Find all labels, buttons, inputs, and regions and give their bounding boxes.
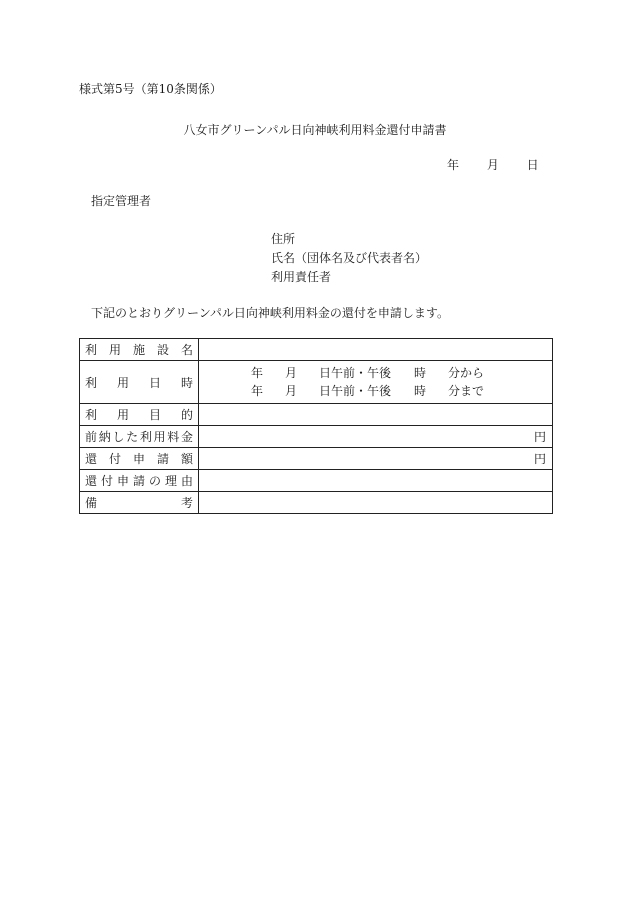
form-title: 八女市グリーンパル日向神峡利用料金還付申請書	[183, 123, 447, 137]
applicant-block	[271, 230, 427, 287]
usage-datetime-cell[interactable]	[199, 361, 553, 404]
table-row	[80, 361, 553, 404]
from-day-ampm-label: 日午前・午後	[319, 366, 392, 380]
to-hour-label: 時	[414, 384, 427, 398]
from-year-label: 年	[251, 366, 264, 380]
refund-reason-label: 還付申請の理由	[80, 470, 199, 492]
table-row	[80, 470, 553, 492]
from-minute-label: 分から	[448, 366, 485, 380]
date-month-label: 月	[486, 158, 499, 172]
date-day-label: 日	[526, 158, 539, 172]
datetime-from-line	[205, 364, 546, 382]
name-label: 氏名（団体名及び代表者名）	[271, 251, 428, 265]
datetime-to-line	[205, 382, 546, 400]
refund-reason-cell[interactable]	[199, 470, 553, 492]
responsible-person-label: 利用責任者	[271, 270, 332, 284]
to-minute-label: 分まで	[448, 384, 485, 398]
facility-name-cell[interactable]	[199, 339, 553, 361]
facility-name-label: 利用施設名	[80, 339, 199, 361]
prepaid-fee-unit: 円	[533, 430, 546, 444]
refund-form-table	[79, 338, 553, 514]
remarks-label: 備考	[80, 492, 199, 514]
form-number: 様式第5号（第10条関係）	[79, 82, 222, 96]
usage-datetime-label: 利用日時	[80, 361, 199, 404]
usage-purpose-cell[interactable]	[199, 404, 553, 426]
table-row	[80, 426, 553, 448]
remarks-cell[interactable]	[199, 492, 553, 514]
from-month-label: 月	[285, 366, 298, 380]
usage-purpose-label: 利用目的	[80, 404, 199, 426]
address-label: 住所	[271, 232, 296, 246]
to-year-label: 年	[251, 384, 264, 398]
refund-amount-unit: 円	[533, 452, 546, 466]
to-month-label: 月	[285, 384, 298, 398]
addressee: 指定管理者	[91, 194, 152, 208]
table-row	[80, 404, 553, 426]
date-year-label: 年	[447, 158, 460, 172]
prepaid-fee-cell[interactable]	[199, 426, 553, 448]
table-row	[80, 492, 553, 514]
prepaid-fee-label: 前納した利用料金	[80, 426, 199, 448]
from-hour-label: 時	[414, 366, 427, 380]
refund-amount-cell[interactable]	[199, 448, 553, 470]
date-line	[447, 156, 539, 173]
to-day-ampm-label: 日午前・午後	[319, 384, 392, 398]
refund-amount-label: 還付申請額	[80, 448, 199, 470]
intro-text: 下記のとおりグリーンパル日向神峡利用料金の還付を申請します。	[91, 306, 449, 320]
table-row	[80, 448, 553, 470]
table-row	[80, 339, 553, 361]
